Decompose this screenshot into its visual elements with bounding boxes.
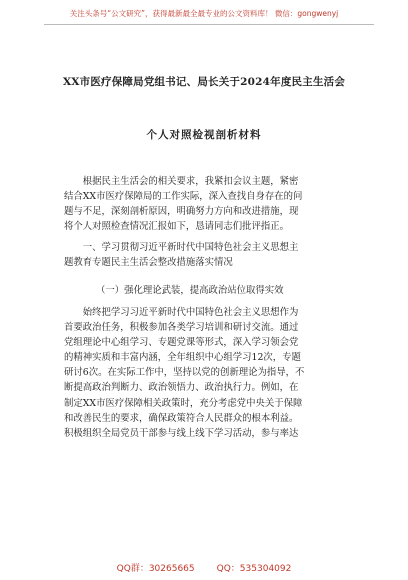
text-line: 的精神实质和丰富内涵，全年组织中心组学习12次，专题 [64,352,301,364]
text-line: 一、学习贯彻习近平新时代中国特色社会主义思想主 [64,242,299,253]
intro-paragraph [64,174,364,234]
text-line: 和改善民生的要求，确保政策符合人民群众的根本利益。 [64,412,299,424]
text-line: 始终把学习习近平新时代中国特色社会主义思想作为 [64,307,299,318]
document-title: XX市医疗保障局党组书记、局长关于2024年度民主生活会 [62,76,346,88]
top-divider [44,24,374,25]
text-line: （一）强化理论武装，提高政治站位取得实效 [96,285,284,296]
text-line: 制定XX市医疗保障相关政策时，充分考虑党中央关于保障 [64,397,303,409]
document-subtitle: 个人对照检视剖析材料 [146,129,262,141]
body-paragraph-2 [64,305,364,441]
text-line: 将个人对照检查情况汇报如下，恳请同志们批评指正。 [64,221,290,233]
text-line: 研讨6次。在实际工作中，坚持以党的创新理论为指导，不 [64,367,305,379]
text-line: 根据民主生活会的相关要求，我紧扣会议主题，紧密 [64,176,299,187]
qq-group-number: QQ群：30265665 [116,564,195,574]
subsection-heading-1 [96,283,396,298]
top-banner: 关注头条号“公文研究”，获得最新最全最专业的公文资料库！ 微信：gongwenyj [69,9,339,18]
text-line: 题教育专题民主生活会整改措施落实情况 [64,257,233,269]
footer-contact [0,561,408,574]
qq-number: QQ：535304092 [216,564,292,574]
section-heading-1 [64,240,364,270]
text-line: 积极组织全局党员干部参与线上线下学习活动，参与率达 [64,427,299,439]
text-line: 结合XX市医疗保障局的工作实际，深入查找自身存在的问 [64,191,303,203]
text-line: 党组理论中心组学习、专题党课等形式，深入学习领会党 [64,337,299,349]
text-line: 题与不足，深刻剖析原因，明确努力方向和改进措施，现 [64,206,299,218]
text-line: 首要政治任务，积极参加各类学习培训和研讨交流。通过 [64,322,299,334]
text-line: 断提高政治判断力、政治领悟力、政治执行力。例如，在 [64,382,299,394]
